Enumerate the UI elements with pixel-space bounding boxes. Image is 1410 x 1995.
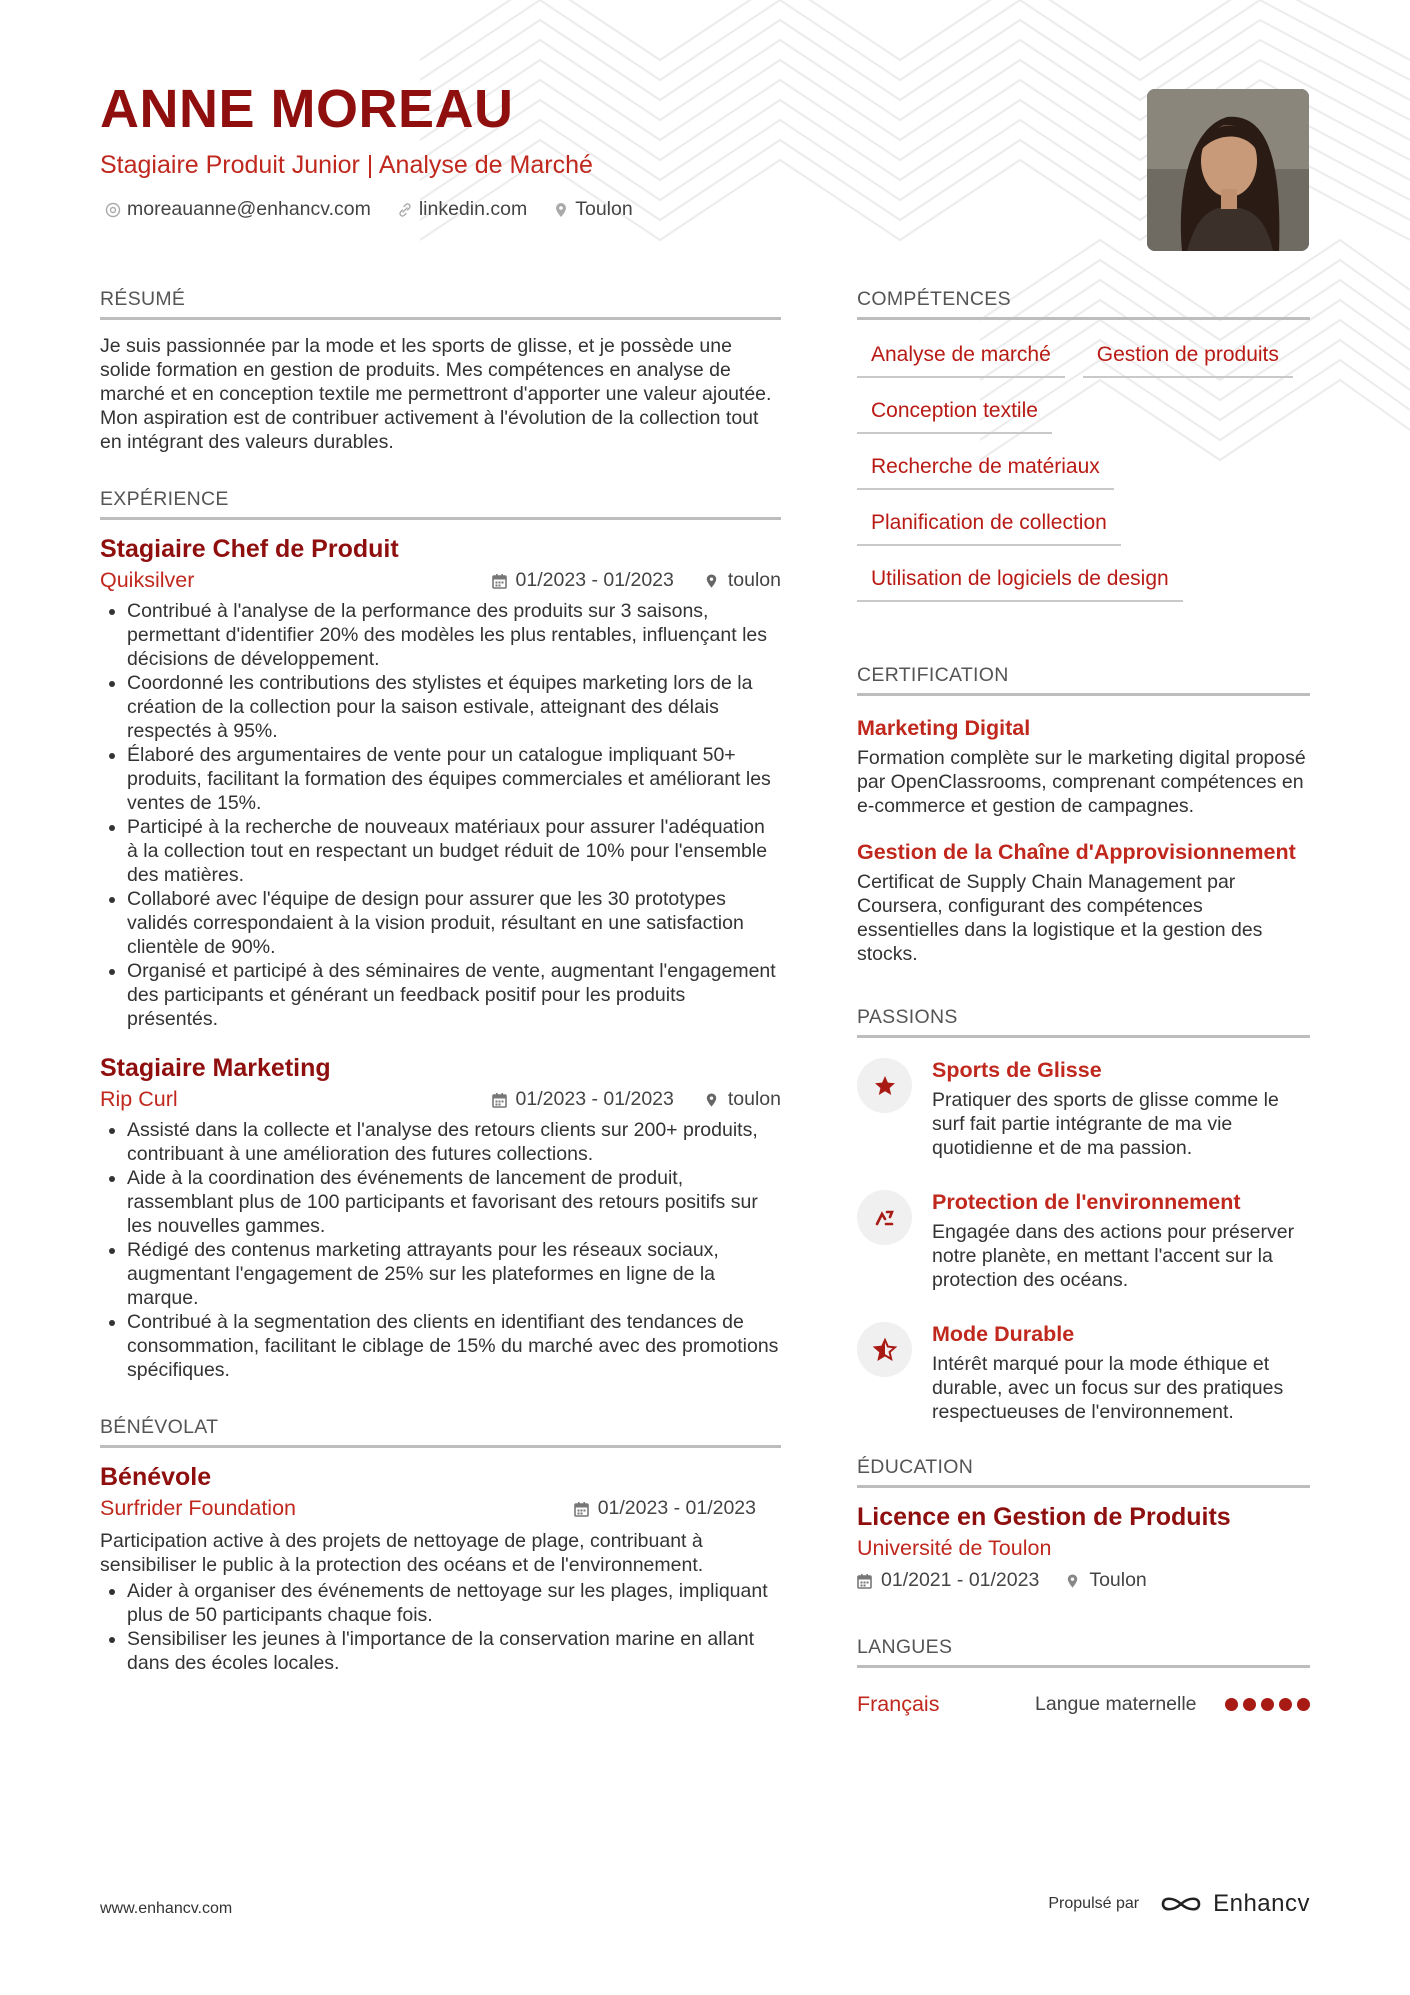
bullet-item: • Participé à la recherche de nouveaux matériaux pour assurer l'adéquation à la collection tout en respectant un budget réduit de 10% pour l'ensemble des matières. xyxy=(127,815,781,887)
passion-item xyxy=(857,1056,1310,1160)
dates-text: 01/2023 - 01/2023 xyxy=(515,569,674,591)
proficiency-dot xyxy=(1243,1698,1256,1711)
certification-item xyxy=(857,714,1310,818)
right-column xyxy=(857,288,1310,1717)
linkedin-text: linkedin.com xyxy=(418,198,528,220)
candidate-subtitle: Stagiaire Produit Junior | Analyse de Marché xyxy=(100,151,593,179)
calendar-icon xyxy=(857,1573,872,1589)
language-name: Français xyxy=(857,1692,940,1716)
passion-title: Mode Durable xyxy=(932,1322,1075,1346)
job-dates xyxy=(492,569,674,592)
job-bullets xyxy=(100,1118,781,1382)
passion-item xyxy=(857,1320,1310,1424)
calendar-icon xyxy=(492,573,507,589)
contact-location xyxy=(553,198,632,221)
job-dates xyxy=(492,1088,674,1111)
job-entry xyxy=(100,534,781,1031)
email-text: moreauanne@enhancv.com xyxy=(127,198,371,220)
location-pin-icon xyxy=(704,573,719,589)
recycle-icon xyxy=(857,1190,912,1245)
volunteer-dates xyxy=(574,1497,756,1520)
location-text: toulon xyxy=(727,569,781,591)
bullet-item: • Aider à organiser des événements de nettoyage sur les plages, impliquant plus de 50 participants chaque fois. xyxy=(127,1579,781,1627)
experience-heading: EXPÉRIENCE xyxy=(100,488,781,520)
education-location xyxy=(1065,1569,1146,1592)
volunteer-section xyxy=(100,1416,781,1675)
certification-section xyxy=(857,664,1310,966)
certification-item xyxy=(857,838,1310,966)
proficiency-dot xyxy=(1279,1698,1292,1711)
school-name: Université de Toulon xyxy=(857,1536,1052,1560)
location-pin-icon xyxy=(553,202,569,218)
volunteer-role: Bénévole xyxy=(100,1463,212,1491)
location-pin-icon xyxy=(704,1092,719,1108)
passions-heading: PASSIONS xyxy=(857,1006,1310,1038)
contact-email[interactable] xyxy=(105,198,371,221)
job-title: Stagiaire Chef de Produit xyxy=(100,535,399,563)
footer-website[interactable]: www.enhancv.com xyxy=(100,1900,233,1917)
skill-tag: Gestion de produits xyxy=(1083,342,1293,378)
experience-section xyxy=(100,488,781,1382)
candidate-name: ANNE MOREAU xyxy=(100,79,514,139)
degree-title: Licence en Gestion de Produits xyxy=(857,1503,1231,1531)
contact-linkedin[interactable] xyxy=(397,198,527,221)
certification-text: Formation complète sur le marketing digital proposé par OpenClassrooms, comprenant compétences en e-commerce et gestion de campagnes. xyxy=(857,747,1306,817)
languages-section xyxy=(857,1636,1310,1717)
bullet-item: • Contribué à l'analyse de la performance des produits sur 3 saisons, permettant d'identifier 20% des modèles les plus rentables, influençant les décisions de développement. xyxy=(127,599,781,671)
proficiency-dot xyxy=(1261,1698,1274,1711)
passion-item xyxy=(857,1188,1310,1292)
volunteer-heading: BÉNÉVOLAT xyxy=(100,1416,781,1448)
dates-text: 01/2021 - 01/2023 xyxy=(881,1569,1040,1591)
bullet-item: • Rédigé des contenus marketing attrayants pour les réseaux sociaux, augmentant l'engagement de 25% sur les plateformes en ligne de la marque. xyxy=(127,1238,781,1310)
dates-text: 01/2023 - 01/2023 xyxy=(597,1497,756,1519)
volunteer-bullets xyxy=(100,1579,781,1675)
footer-branding xyxy=(1048,1890,1310,1918)
bullet-item: • Coordonné les contributions des stylistes et équipes marketing lors de la création de la collection pour la saison estivale, atteignant des délais respectés à 95%. xyxy=(127,671,781,743)
education-dates xyxy=(857,1569,1039,1592)
passions-section xyxy=(857,1006,1310,1424)
bullet-item: • Contribué à la segmentation des clients en identifiant des tendances de consommation, facilitant le ciblage de 15% du marché avec des promotions spécifiques. xyxy=(127,1310,781,1382)
job-title: Stagiaire Marketing xyxy=(100,1054,331,1082)
powered-by-label: Propulsé par xyxy=(1048,1895,1140,1912)
left-column xyxy=(100,288,781,1675)
volunteer-org: Surfrider Foundation xyxy=(100,1496,296,1520)
location-text: Toulon xyxy=(575,198,633,220)
bullet-item: • Collaboré avec l'équipe de design pour assurer que les 30 prototypes validés correspondaient à la vision produit, résultant en une satisfaction clientèle de 90%. xyxy=(127,887,781,959)
company-name: Quiksilver xyxy=(100,568,195,592)
job-location xyxy=(704,1088,781,1111)
skill-tag: Analyse de marché xyxy=(857,342,1065,378)
at-icon xyxy=(105,202,121,218)
skill-tag: Planification de collection xyxy=(857,510,1121,546)
dates-text: 01/2023 - 01/2023 xyxy=(515,1088,674,1110)
job-location xyxy=(704,569,781,592)
summary-text: Je suis passionnée par la mode et les sports de glisse, et je possède une solide formation en gestion de produits. Mes compétences en analyse de marché et en conception textile me permettront d'apporter une valeur ajoutée. Mon aspiration est de contribuer activement à l'évolution de la collection tout en intégrant des valeurs durables. xyxy=(100,335,772,453)
skill-tag: Recherche de matériaux xyxy=(857,454,1114,490)
education-section xyxy=(857,1456,1310,1592)
job-bullets xyxy=(100,599,781,1031)
link-icon xyxy=(397,202,413,218)
language-item xyxy=(857,1692,1310,1717)
contact-list xyxy=(105,198,633,221)
calendar-icon xyxy=(574,1501,589,1517)
skills-section xyxy=(857,288,1310,622)
language-level: Langue maternelle xyxy=(1035,1693,1197,1715)
bullet-item: • Organisé et participé à des séminaires de vente, augmentant l'engagement des participants et générant un feedback positif pour les produits présentés. xyxy=(127,959,781,1031)
job-entry xyxy=(100,1053,781,1382)
passion-title: Protection de l'environnement xyxy=(932,1190,1241,1214)
calendar-icon xyxy=(492,1092,507,1108)
certification-title: Gestion de la Chaîne d'Approvisionnement xyxy=(857,840,1296,864)
passion-text: Engagée dans des actions pour préserver notre planète, en mettant l'accent sur la protection des océans. xyxy=(932,1221,1295,1291)
location-text: toulon xyxy=(727,1088,781,1110)
star-icon xyxy=(857,1058,912,1113)
summary-section xyxy=(100,288,781,454)
certification-title: Marketing Digital xyxy=(857,716,1031,740)
skills-heading: COMPÉTENCES xyxy=(857,288,1310,320)
volunteer-text: Participation active à des projets de nettoyage de plage, contribuant à sensibiliser le public à la protection des océans et de l'environnement. xyxy=(100,1530,704,1576)
bullet-item: • Élaboré des argumentaires de vente pour un catalogue impliquant 50+ produits, facilitant la formation des équipes commerciales et améliorant les ventes de 15%. xyxy=(127,743,781,815)
location-text: Toulon xyxy=(1089,1569,1147,1591)
star-half-icon xyxy=(857,1322,912,1377)
education-heading: ÉDUCATION xyxy=(857,1456,1310,1488)
bullet-item: • Sensibiliser les jeunes à l'importance de la conservation marine en allant dans des écoles locales. xyxy=(127,1627,781,1675)
bullet-item: • Assisté dans la collecte et l'analyse des retours clients sur 200+ produits, contribuant à une amélioration des futures collections. xyxy=(127,1118,781,1166)
skills-list xyxy=(857,342,1310,622)
portrait-image xyxy=(1147,89,1309,251)
brand-logo[interactable] xyxy=(1159,1890,1310,1918)
passion-text: Intérêt marqué pour la mode éthique et durable, avec un focus sur des pratiques respectueuses de l'environnement. xyxy=(932,1353,1284,1423)
brand-name: Enhancv xyxy=(1213,1890,1310,1917)
location-pin-icon xyxy=(1065,1573,1080,1589)
passion-text: Pratiquer des sports de glisse comme le surf fait partie intégrante de ma vie quotidienne et de ma passion. xyxy=(932,1089,1279,1159)
passion-title: Sports de Glisse xyxy=(932,1058,1102,1082)
certification-text: Certificat de Supply Chain Management par Coursera, configurant des compétences essentielles dans la logistique et la gestion des stocks. xyxy=(857,871,1263,965)
enhancv-logo-icon xyxy=(1159,1893,1203,1915)
summary-heading: RÉSUMÉ xyxy=(100,288,781,320)
certification-heading: CERTIFICATION xyxy=(857,664,1310,696)
proficiency-dot xyxy=(1225,1698,1238,1711)
proficiency-dot xyxy=(1297,1698,1310,1711)
skill-tag: Utilisation de logiciels de design xyxy=(857,566,1183,602)
languages-heading: LANGUES xyxy=(857,1636,1310,1668)
profile-photo xyxy=(1147,89,1309,251)
bullet-item: • Aide à la coordination des événements de lancement de produit, rassemblant plus de 100 participants et favorisant des retours positifs sur les nouvelles gammes. xyxy=(127,1166,781,1238)
company-name: Rip Curl xyxy=(100,1087,178,1111)
proficiency-dots xyxy=(1225,1698,1310,1711)
skill-tag: Conception textile xyxy=(857,398,1052,434)
